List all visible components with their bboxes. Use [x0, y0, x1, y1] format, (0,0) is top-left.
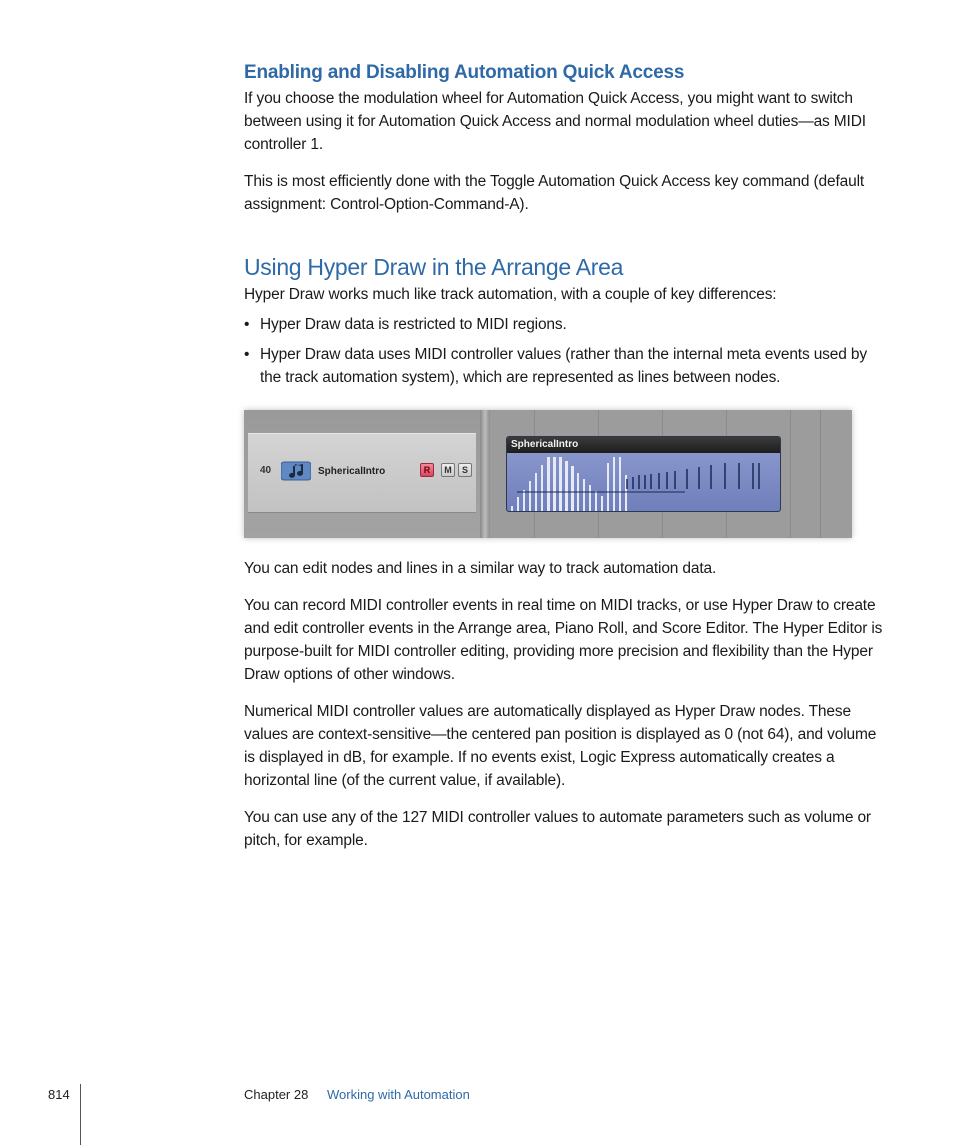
- paragraph: You can edit nodes and lines in a similar way to track automation data.: [244, 560, 717, 577]
- section2-intro: [244, 283, 884, 389]
- paragraph: You can use any of the 127 MIDI controller values to automate parameters such as volume or pitch, for example.: [244, 809, 871, 849]
- music-note-icon: [281, 460, 311, 482]
- paragraph: If you choose the modulation wheel for Automation Quick Access, you might want to switch between using it for Automation Quick Access and normal modulation wheel duties—as MIDI controller 1.: [244, 90, 866, 153]
- bullet-marker: •: [244, 346, 250, 363]
- grid-line: [790, 410, 791, 538]
- chapter-label: Chapter 28: [244, 1087, 309, 1102]
- bullet-text: Hyper Draw data is restricted to MIDI regions.: [260, 316, 567, 333]
- section-heading-quick-access: Enabling and Disabling Automation Quick Access: [244, 62, 685, 83]
- bullet-marker: •: [244, 316, 250, 333]
- track-number: 40: [260, 465, 272, 476]
- section-heading-hyper-draw: Using Hyper Draw in the Arrange Area: [244, 254, 624, 280]
- region-name: SphericalIntro: [507, 437, 780, 453]
- solo-button[interactable]: S: [458, 463, 472, 477]
- mute-button[interactable]: M: [441, 463, 455, 477]
- track-name: SphericalIntro: [318, 466, 386, 477]
- section2-body: [244, 557, 884, 852]
- paragraph: You can record MIDI controller events in real time on MIDI tracks, or use Hyper Draw to create and edit controller events in the Arrange area, Piano Roll, and Score Editor. The Hyper Editor is purpose-built for MIDI controller editing, providing more precision and flexibility than the Hyper Draw options of other windows.: [244, 597, 883, 683]
- page-number: 814: [48, 1087, 70, 1102]
- bullet-item: [244, 313, 884, 336]
- section1-body: [244, 87, 884, 216]
- arrange-area-screenshot: [244, 410, 852, 538]
- track-header-area: [244, 410, 480, 538]
- chapter-title: Working with Automation: [327, 1087, 470, 1102]
- pane-divider[interactable]: [480, 410, 490, 538]
- track-header: [248, 433, 476, 513]
- paragraph: Hyper Draw works much like track automation, with a couple of key differences:: [244, 286, 777, 303]
- footer-divider: [80, 1084, 81, 1145]
- hyper-draw-controller-data: [507, 453, 780, 511]
- bullet-item: [244, 343, 884, 389]
- bullet-text: Hyper Draw data uses MIDI controller values (rather than the internal meta events used by the track automation system), which are represented as lines between nodes.: [260, 346, 867, 386]
- paragraph: This is most efficiently done with the Toggle Automation Quick Access key command (default assignment: Control-Option-Command-A).: [244, 173, 865, 213]
- midi-region[interactable]: [506, 436, 781, 512]
- grid-line: [820, 410, 821, 538]
- record-enable-button[interactable]: R: [420, 463, 434, 477]
- paragraph: Numerical MIDI controller values are automatically displayed as Hyper Draw nodes. These values are context-sensitive—the centered pan position is displayed as 0 (not 64), and volume is displayed in dB, for example. If no events exist, Logic Express automatically creates a horizontal line (of the current value, if available).: [244, 703, 877, 789]
